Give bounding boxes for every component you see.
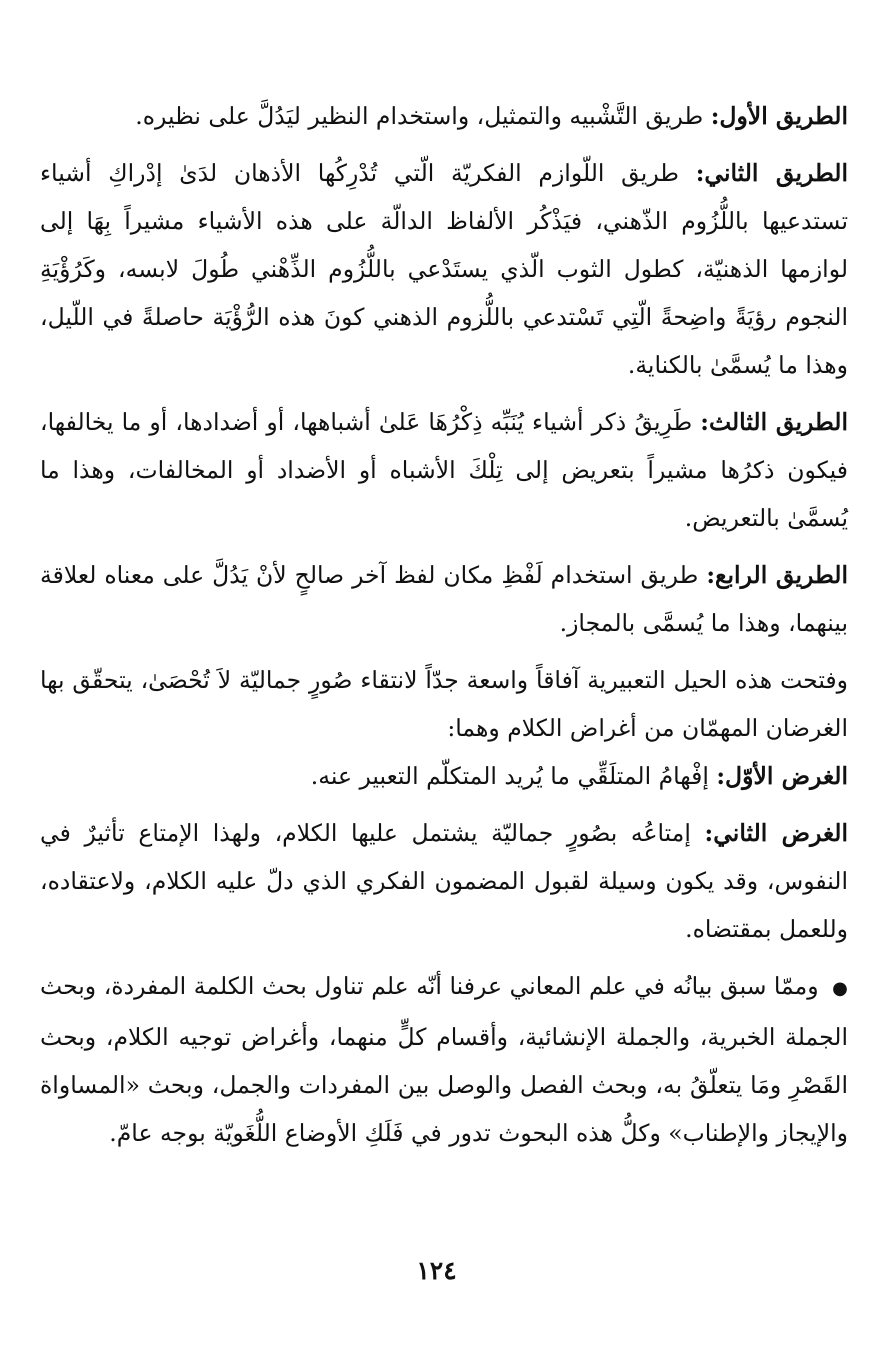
paragraph-third-method [40,398,848,542]
paragraph-text: طريق التَّشْبيه والتمثيل، واستخدام النظير ليَدُلَّ على نظيره. [135,102,704,130]
page-number: ١٢٤ [416,1256,457,1285]
paragraph-second-method [40,149,848,389]
paragraph-text: وفتحت هذه الحيل التعبيرية آفاقاً واسعة جدّاً لانتقاء صُورٍ جماليّة لاَ تُحْصَىٰ، يتحقّق بها الغرضان المهمّان من أغراض الكلام وهما: [40,666,848,742]
paragraph-label: الغرض الثاني: [704,819,848,847]
paragraph-text: طَرِيقُ ذكر أشياء يُنَبِّه ذِكْرُهَا عَلىٰ أشباهها، أو أضدادها، أو ما يخالفها، فيكون ذكرُها مشيراً بتعريض إلى تِلْكَ الأشباه أو الأضداد أو المخالفات، وهذا ما يُسمَّىٰ بالتعريض. [40,408,848,532]
paragraph-text: طريق استخدام لَفْظِ مكان لفظ آخر صالحٍ لأنْ يَدُلَّ على معناه لعلاقة بينهما، وهذا ما يُسمَّى بالمجاز. [40,561,848,637]
paragraph-text: إفْهامُ المتلَقِّي ما يُريد المتكلّم التعبير عنه. [310,762,709,790]
bullet-icon: ● [832,978,848,999]
paragraph-second-purpose [40,809,848,953]
paragraph-fourth-method [40,551,848,647]
paragraph-text: إمتاعُه بصُورٍ جماليّة يشتمل عليها الكلام، ولهذا الإمتاع تأثيرٌ في النفوس، وقد يكون وسيلة لقبول المضمون الفكري الذي دلّ عليه الكلام، ولاعتقاده، وللعمل بمقتضاه. [40,819,848,943]
paragraph-label: الطريق الثالث: [700,408,848,436]
paragraph-label: الطريق الأول: [710,102,848,130]
paragraph-label: الطريق الثاني: [695,159,848,187]
paragraph-label: الغرض الأوّل: [716,762,848,790]
paragraph-summary-bullet [40,962,848,1157]
paragraph-text: وممّا سبق بيانُه في علم المعاني عرفنا أنّه علم تناول بحث الكلمة المفردة، وبحث الجملة الخبرية، والجملة الإنشائية، وأقسام كلٍّ منهما، وأغراض توجيه الكلام، وبحث القَصْرِ ومَا يتعلّقُ به، وبحث الفصل والوصل بين المفردات والجمل، وبحث «المساواة والإيجاز والإطناب» وكلُّ هذه البحوث تدور في فَلَكِ الأوضاع اللُّغَويّة بوجه عامّ. [40,972,848,1147]
paragraph-devices-intro [40,656,848,752]
page-body [40,92,848,1166]
paragraph-label: الطريق الرابع: [706,561,848,589]
paragraph-first-method [40,92,848,140]
paragraph-text: طريق اللّوازم الفكريّة الّتي تُدْرِكُها الأذهان لدَىٰ إدْراكِ أشياء تستدعيها باللُّزُوم الذّهني، فيَذْكُر الألفاظ الدالّة على هذه الأشياء مشيراً بِهَا إلى لوازمها الذهنيّة، كطول الثوب الّذي يستَدْعي باللُّزُوم الذِّهْني طُولَ لابسه، وكَرُؤْيَةِ النجوم رؤيَةً واضِحةً الّتِي تَسْتدعي باللُّزوم الذهني كونَ هذه الرُّؤْيَة حاصلةً في اللّيل، وهذا ما يُسمَّىٰ بالكناية. [40,159,848,379]
paragraph-first-purpose [40,752,848,800]
